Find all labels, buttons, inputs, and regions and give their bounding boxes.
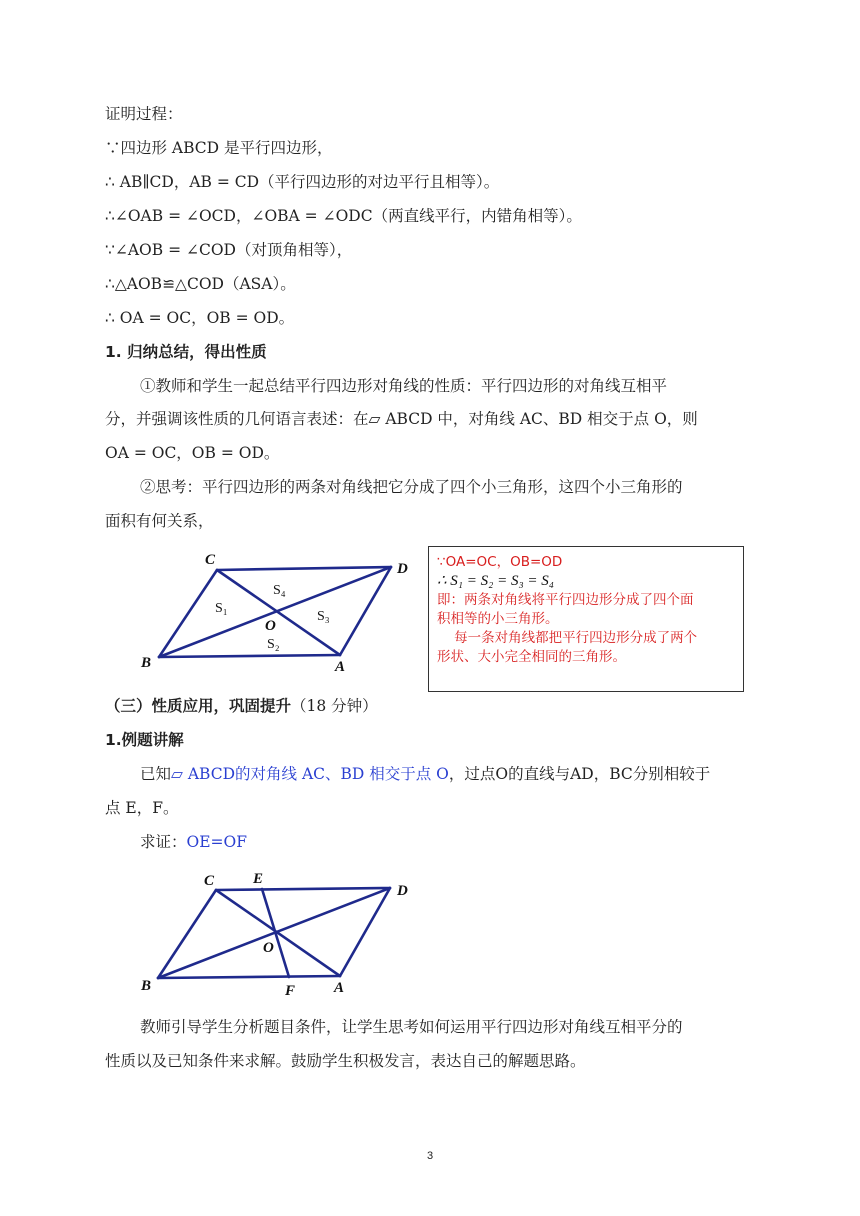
prove-line [140, 831, 247, 853]
side-ab [158, 976, 340, 978]
answer-line-3: 即：两条对角线将平行四边形分成了四个面 [437, 592, 694, 608]
parallelogram-figure-ef [135, 868, 425, 1000]
vertex-label-c: C [204, 873, 215, 889]
segment-ef [262, 889, 289, 977]
side-da [340, 567, 391, 655]
vertex-label-b: B [141, 655, 152, 671]
area-label-s1: S₁ [215, 601, 228, 616]
center-label-o: O [263, 940, 274, 956]
summary-heading: 1. 归纳总结，得出性质 [105, 343, 267, 361]
vertex-label-a: A [335, 659, 346, 675]
example-heading: 1.例题讲解 [105, 731, 184, 749]
proof-line-2: ∴ AB∥CD，AB = CD（平行四边形的对边平行且相等）。 [105, 173, 500, 191]
area-label-s2: S₂ [267, 637, 280, 652]
question-line-2: 点 E，F。 [105, 799, 179, 817]
summary-para1-line2: 分，并强调该性质的几何语言表述：在▱ ABCD 中，对角线 AC、BD 相交于点 O，则 [105, 410, 698, 428]
prove-statement: OE=OF [186, 833, 247, 851]
summary-para2-line1: ②思考：平行四边形的两条对角线把它分成了四个小三角形，这四个小三角形的 [140, 478, 683, 496]
vertex-label-b: B [141, 978, 152, 994]
diagonal-bd [158, 888, 390, 978]
side-da [340, 888, 390, 976]
answer-formula: ∴ S₁ = S₂ = S₃ = S₄ [437, 573, 555, 589]
answer-box [428, 546, 744, 692]
area-label-s3: S₃ [317, 609, 330, 624]
summary-para2-line2: 面积有何关系， [105, 512, 214, 530]
summary-para1-line1: ①教师和学生一起总结平行四边形对角线的性质：平行四边形的对角线互相平 [140, 377, 668, 395]
question-line-1 [140, 763, 710, 785]
question-rest: ，过点O的直线与AD，BC分别相较于 [448, 765, 711, 783]
side-cd [216, 888, 390, 890]
answer-line-5: 每一条对角线都把平行四边形分成了两个 [437, 630, 698, 646]
answer-line-6: 形状、大小完全相同的三角形。 [437, 649, 626, 665]
center-label-o: O [265, 618, 276, 634]
point-label-f: F [285, 983, 296, 999]
parallelogram-figure-areas [135, 550, 425, 675]
question-prefix: 已知 [140, 765, 172, 783]
summary-para1-line3: OA = OC，OB = OD。 [105, 444, 280, 462]
proof-line-5: ∴△AOB≌△COD（ASA）。 [105, 275, 296, 293]
proof-line-1: ∵四边形 ABCD 是平行四边形， [105, 139, 333, 157]
section-3-heading [105, 695, 378, 717]
side-cd [217, 567, 391, 570]
prove-label: 求证： [140, 833, 187, 851]
vertex-label-d: D [397, 561, 408, 577]
closing-line-1: 教师引导学生分析题目条件，让学生思考如何运用平行四边形对角线互相平分的 [140, 1018, 683, 1036]
answer-line-4: 积相等的小三角形。 [437, 611, 559, 627]
proof-line-6: ∴ OA = OC，OB = OD。 [105, 309, 295, 327]
side-ab [159, 655, 340, 657]
question-highlight: ▱ ABCD的对角线 AC、BD 相交于点 O [171, 765, 449, 783]
section-3-title: （三）性质应用，巩固提升 [105, 697, 292, 715]
proof-line-4: ∵∠AOB = ∠COD（对顶角相等）， [105, 241, 353, 259]
page-number: 3 [426, 1150, 434, 1162]
diagonal-ca [216, 890, 340, 976]
vertex-label-a: A [334, 980, 345, 996]
section-3-time: （18 分钟） [291, 697, 378, 715]
side-bc [158, 890, 216, 978]
point-label-e: E [253, 871, 264, 887]
area-label-s4: S₄ [273, 583, 286, 598]
closing-line-2: 性质以及已知条件来求解。鼓励学生积极发言，表达自己的解题思路。 [105, 1052, 586, 1070]
proof-line-3: ∴∠OAB = ∠OCD，∠OBA = ∠ODC（两直线平行，内错角相等）。 [105, 207, 582, 225]
side-bc [159, 570, 217, 657]
answer-line-1: ∵OA=OC，OB=OD [437, 554, 563, 570]
vertex-label-c: C [205, 552, 216, 568]
vertex-label-d: D [397, 883, 408, 899]
proof-title: 证明过程： [105, 105, 183, 123]
